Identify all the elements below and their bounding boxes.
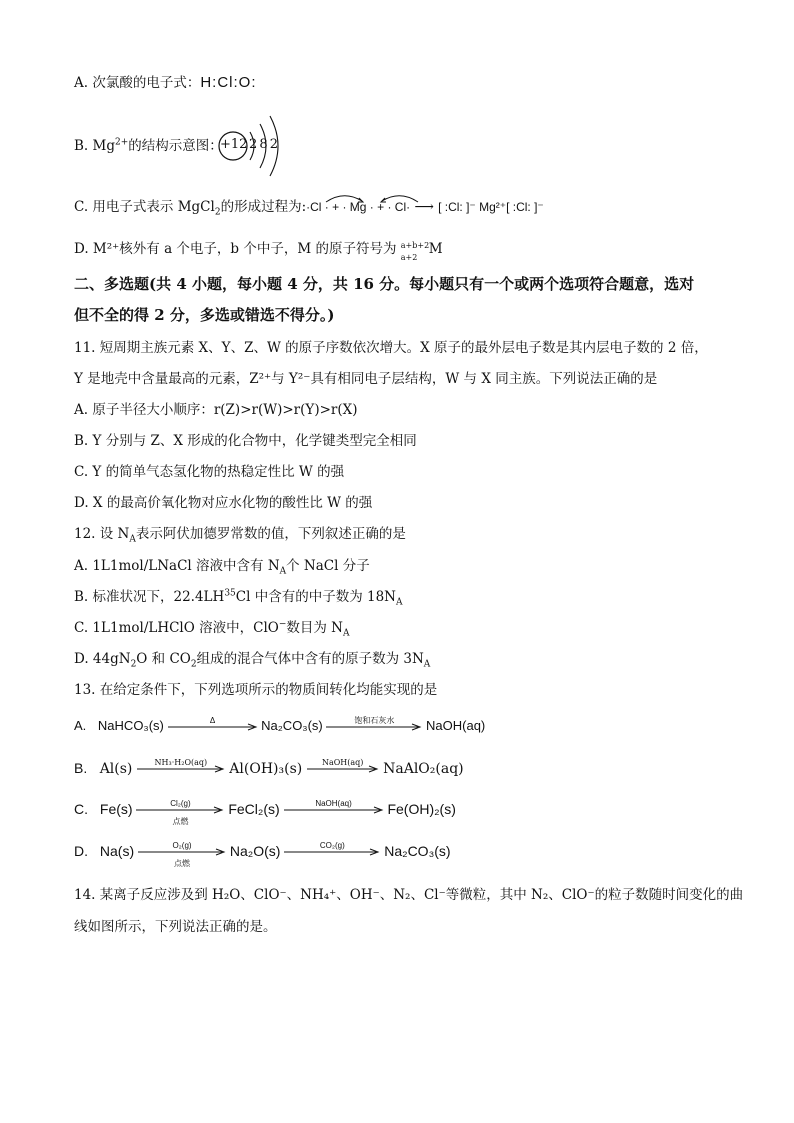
q13-d-arrow2 [284, 841, 380, 856]
mg-ion-structure-diagram [214, 108, 294, 184]
q13-d-arrow1 [138, 841, 226, 869]
mgcl2-right-side: [ :Cl: ]⁻ Mg²⁺[ :Cl: ]⁻ [438, 200, 544, 214]
q13-a-label: A. [74, 718, 87, 733]
option-c-mid: 的形成过程为: [220, 199, 307, 215]
option-b-suffix: 的结构示意图： [128, 138, 223, 154]
q14-stem-line2: 线如图所示，下列说法正确的是。 [74, 919, 277, 935]
q12-d-mid2: 组成的混合气体中含有的原子数为 3N [196, 651, 424, 667]
q13-c-arrow2 [284, 799, 384, 814]
reaction-arrow: ⟶ [414, 199, 434, 215]
q13-option-d [74, 841, 451, 869]
q13-c-label: C. [74, 801, 88, 817]
q12-b-sup: 35 [224, 588, 236, 599]
q13-a-substance3: NaOH(aq) [426, 718, 486, 733]
q12-option-a [74, 556, 370, 576]
electron-transfer-arrows [322, 190, 432, 204]
option-b-line [74, 136, 223, 156]
section-title-line1: 二、多选题(共 4 小题，每小题 4 分，共 16 分。每小题只有一个或两个选项符合题意，选对 [74, 275, 695, 293]
q13-c-condition1: Cl₂(g) [170, 799, 191, 809]
q13-stem: 13. 在给定条件下，下列选项所示的物质间转化均能实现的是 [74, 682, 438, 698]
option-a-text: A. 次氯酸的电子式： [74, 75, 201, 91]
electron-shells: 2 8 2 [249, 137, 279, 152]
q12-c-sup: − [278, 619, 287, 630]
q13-c-substance1: Fe(s) [99, 801, 133, 817]
q12-option-c [74, 618, 349, 638]
q13-d-condition1b: 点燃 [174, 859, 191, 869]
q12-d-text: D. 44gN [74, 651, 131, 667]
q13-option-b [74, 758, 464, 779]
q12-b-sub: A [396, 597, 403, 608]
element-symbol: M [428, 241, 443, 257]
q13-d-substance2: Na₂O(s) [229, 843, 281, 859]
q13-b-label: B. [74, 760, 88, 776]
q13-c-substance2: FeCl₂(s) [228, 801, 280, 817]
q13-d-substance1: Na(s) [99, 843, 135, 859]
q13-b-condition1: NH₃·H₂O(aq) [154, 758, 208, 767]
q13-a-condition1: Δ [209, 715, 216, 725]
option-c-sub: 2 [214, 207, 221, 218]
atomic-mass-number: a+b+2 [400, 240, 430, 250]
q13-d-condition1: O₂(g) [172, 841, 192, 851]
q12-d-sub1: 2 [130, 659, 137, 670]
q12-stem-start: 12. 设 N [74, 526, 130, 542]
q12-stem-sub: A [129, 534, 136, 545]
q13-option-c [74, 799, 456, 827]
q12-a-end: 个 NaCl 分子 [286, 558, 370, 574]
q12-stem-end: 表示阿伏加德罗常数的值，下列叙述正确的是 [135, 526, 406, 542]
q13-b-arrow1 [137, 758, 225, 773]
q12-c-sub: A [342, 628, 350, 639]
q11-stem-line1: 11. 短周期主族元素 X、Y、Z、W 的原子序数依次增大。X 原子的最外层电子数是其内层电子数的 2 倍， [74, 340, 708, 356]
q12-stem [74, 524, 406, 544]
option-a-line [74, 73, 257, 93]
option-d-line [74, 239, 443, 260]
hclo-electron-formula: H:Cl:O: [200, 74, 257, 91]
q13-b-substance3: NaAlO₂(aq) [383, 761, 464, 777]
q12-b-text: B. 标准状况下，22.4LH [74, 589, 225, 605]
q12-b-mid: Cl 中含有的中子数为 18N [235, 589, 396, 605]
q13-b-arrow2 [307, 758, 379, 773]
nucleus-charge: +12 [220, 137, 248, 152]
q13-a-substance1: NaHCO₃(s) [97, 718, 164, 733]
q13-b-substance2: Al(OH)₃(s) [229, 761, 303, 777]
q11-stem-line2: Y 是地壳中含量最高的元素，Z²⁺与 Y²⁻具有相同电子层结构，W 与 X 同主族。下列说法正确的是 [74, 371, 658, 387]
mgcl2-left-side: ·Cl · + · Mg · + · Cl· [306, 200, 411, 214]
q13-d-substance3: Na₂CO₃(s) [384, 843, 451, 859]
q12-a-text: A. 1L1mol/LNaCl 溶液中含有 N [74, 558, 280, 574]
q11-option-a: A. 原子半径大小顺序：r(Z)>r(W)>r(Y)>r(X) [74, 402, 358, 418]
q12-d-mid: O 和 CO [136, 651, 191, 667]
option-c-line [74, 197, 544, 217]
option-d-text: D. M²⁺核外有 a 个电子，b 个中子，M 的原子符号为 [74, 241, 397, 257]
q12-a-sub: A [279, 566, 287, 577]
option-b-prefix: B. Mg [74, 138, 115, 154]
q13-c-arrow1 [136, 799, 224, 827]
atomic-number: a+2 [400, 252, 418, 262]
q12-d-sub2: 2 [190, 659, 197, 670]
q13-b-condition2: NaOH(aq) [321, 758, 364, 767]
q13-c-condition1b: 点燃 [172, 817, 189, 827]
q13-option-a [74, 716, 485, 736]
q13-b-substance1: Al(s) [99, 761, 133, 777]
option-b-sup: 2+ [114, 137, 129, 148]
q14-stem-line1: 14. 某离子反应涉及到 H₂O、ClO⁻、NH₄⁺、OH⁻、N₂、Cl⁻等微粒，其中 N₂、ClO⁻的粒子数随时间变化的曲 [74, 887, 744, 903]
q13-a-condition2: 饱和石灰水 [354, 715, 395, 725]
q11-option-c: C. Y 的简单气态氢化物的热稳定性比 W 的强 [74, 464, 345, 480]
q12-d-sub3: A [423, 659, 431, 670]
q13-a-arrow1 [168, 715, 258, 731]
q12-c-text: C. 1L1mol/LHClO 溶液中，ClO [74, 620, 279, 636]
q13-a-substance2: Na₂CO₃(s) [261, 718, 323, 733]
q13-d-label: D. [74, 843, 88, 859]
option-c-prefix: C. 用电子式表示 MgCl [74, 199, 215, 215]
q13-c-condition2: NaOH(aq) [315, 799, 352, 809]
q13-a-arrow2 [326, 715, 422, 731]
q12-option-d [74, 649, 430, 669]
q13-d-condition2: CO₂(g) [319, 841, 345, 851]
q13-c-substance3: Fe(OH)₂(s) [387, 801, 456, 817]
section-title-line2: 但不全的得 2 分，多选或错选不得分。) [74, 306, 335, 324]
q12-option-b [74, 587, 403, 607]
q11-option-b: B. Y 分别与 Z、X 形成的化合物中，化学键类型完全相同 [74, 433, 417, 449]
q11-option-d: D. X 的最高价氧化物对应水化物的酸性比 W 的强 [74, 495, 373, 511]
q12-c-mid: 数目为 N [286, 620, 343, 636]
